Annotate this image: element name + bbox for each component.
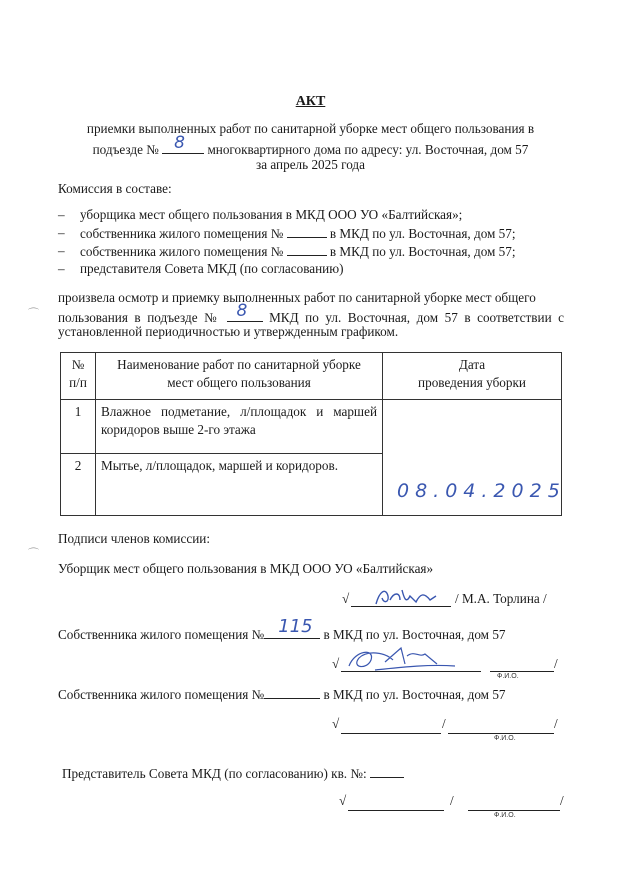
paragraph-line3: установленной периодичностью и утвержденным графиком. [58,324,399,339]
slash: / [442,716,446,731]
subtitle-period: за апрель 2025 года [256,157,365,172]
cleaner-line: Уборщик мест общего пользования в МКД ООО УО «Балтийская» [58,561,434,576]
check-mark: √ [332,716,340,731]
check-mark: √ [342,591,350,606]
cleaner-signature [372,586,442,610]
member-text [80,243,516,260]
slash: / [560,793,564,808]
table-header-row [61,353,562,400]
table-row [61,400,562,454]
scan-mark: ⌒ [28,308,39,320]
row-name: Мытье, л/площадок, маршей и коридоров. [96,454,383,516]
check-mark: √ [332,656,340,671]
header-num: № п/п [61,353,96,400]
member-text: представителя Совета МКД (по согласованию) [80,261,344,276]
council-fio-line [468,809,560,811]
apartment-blank [287,243,327,256]
signatures-heading: Подписи членов комиссии: [58,531,210,546]
fio-label: Ф.И.О. [494,735,516,742]
subtitle-address: многоквартирного дома по адресу: ул. Восточная, дом 57 [207,142,529,157]
member-address: в МКД по ул. Восточная, дом 57; [329,244,516,259]
council-rep-label: Представитель Совета МКД (по согласованию) кв. №: [62,766,367,781]
header-name: Наименование работ по санитарной уборке мест общего пользования [96,353,383,400]
header-date: Дата проведения уборки [383,353,562,400]
row-name: Влажное подметание, л/площадок и маршей коридоров выше 2-го этажа [96,400,383,454]
owner1-line [58,616,506,643]
dash-marker: – [58,243,65,258]
date-cell [383,400,566,516]
entrance-number-field [227,301,263,322]
handwritten-date: 08.04.2025 [397,480,566,502]
dash-marker: – [58,225,65,240]
slash: / [554,656,558,671]
row-num: 2 [61,454,96,516]
apartment-blank [287,225,327,238]
dash-marker: – [58,207,65,222]
council-rep-line [62,765,404,782]
member-label: собственника жилого помещения № [80,244,284,259]
member-label: собственника жилого помещения № [80,226,284,241]
member-address: в МКД по ул. Восточная, дом 57; [329,226,516,241]
owner-address: в МКД по ул. Восточная, дом 57 [323,627,506,642]
paragraph-entrance-label: пользования в подъезде № [58,310,220,325]
owner-label: Собственника жилого помещения № [58,687,265,702]
owner1-apartment: 115 [278,616,313,637]
entrance-number: 8 [174,133,185,153]
cleaner-signature-name: / М.А. Торлина / [455,591,547,606]
dash-marker: – [58,261,65,276]
owner1-apartment-field [264,616,320,639]
council-signature-line [348,809,444,811]
council-rep-apartment-field [370,765,404,778]
commission-heading: Комиссия в составе: [58,181,172,196]
row-num: 1 [61,400,96,454]
subtitle-line1: приемки выполненных работ по санитарной уборке мест общего пользования в [86,121,535,136]
owner2-fio-line [448,732,554,734]
member-text [80,225,516,242]
owner2-apartment-field [264,686,320,699]
owner2-line [58,686,506,703]
owner1-fio-line [490,670,554,672]
act-title: АКТ [295,94,326,109]
slash: / [450,793,454,808]
owner-label: Собственника жилого помещения № [58,627,265,642]
entrance-number-field [162,133,204,154]
scan-mark: ⌒ [28,548,39,560]
works-table [60,352,566,516]
subtitle-line2 [0,133,621,158]
fio-label: Ф.И.О. [497,673,519,680]
member-text: уборщика мест общего пользования в МКД ООО УО «Балтийская»; [80,207,463,222]
fio-label: Ф.И.О. [494,812,516,819]
slash: / [554,716,558,731]
paragraph-line1: произвела осмотр и приемку выполненных работ по санитарной уборке мест общего [58,290,536,305]
owner2-signature-line [341,732,441,734]
entrance-number: 8 [236,301,248,321]
owner1-signature [345,644,465,674]
commission-members-list [58,207,568,287]
owner-address: в МКД по ул. Восточная, дом 57 [323,687,506,702]
subtitle-entrance-label: подъезде № [92,142,159,157]
check-mark: √ [339,793,347,808]
paragraph-address: МКД по ул. Восточная, дом 57 в соответствии с [269,310,565,325]
